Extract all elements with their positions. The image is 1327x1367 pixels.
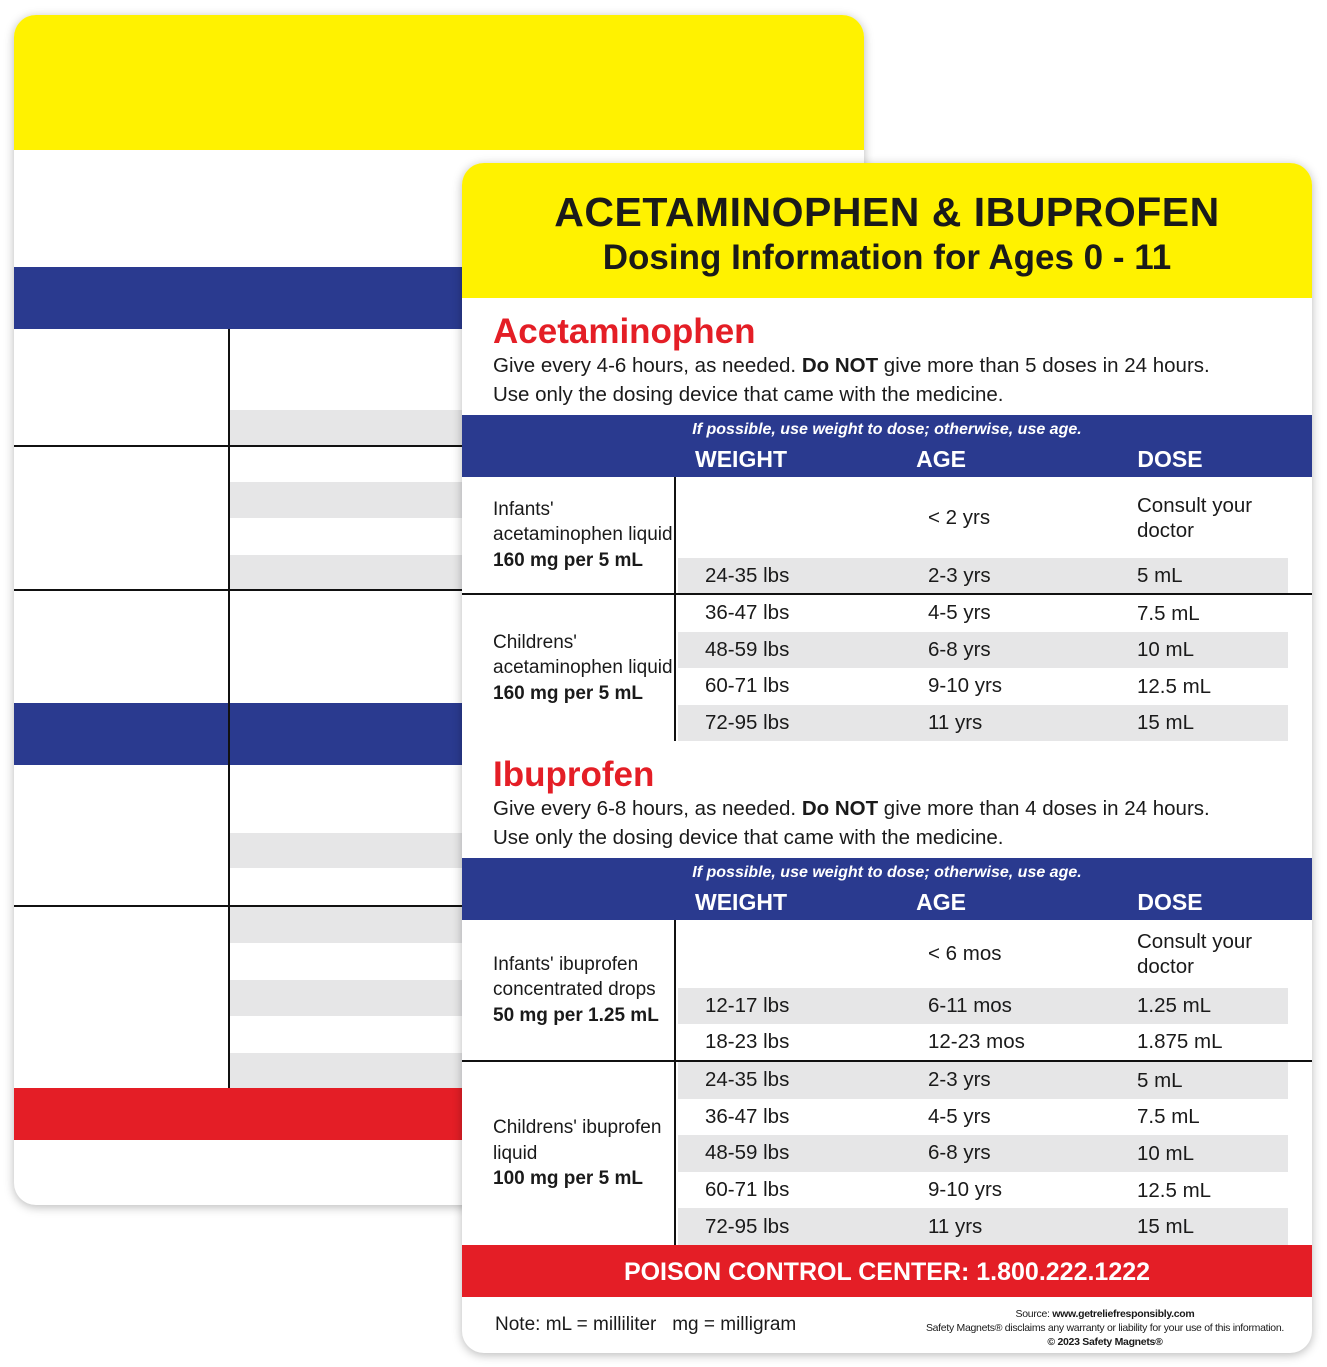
source-block <box>926 1307 1284 1349</box>
dosing-table <box>462 920 1312 1245</box>
dosing-frequency <box>493 352 1312 381</box>
frequency-text: Give every 4-6 hours, as needed. <box>493 354 802 377</box>
section-title: Ibuprofen <box>493 755 655 794</box>
dose-cell: 5 mL <box>1137 1068 1183 1092</box>
warning-bold: Do NOT <box>801 797 879 820</box>
dose-cell: Consult your doctor <box>1137 930 1253 978</box>
card-footer <box>462 1297 1312 1353</box>
weight-cell: 60-71 lbs <box>705 1178 790 1202</box>
card-title: ACETAMINOPHEN & IBUPROFEN <box>554 189 1220 235</box>
table-header <box>462 858 1312 920</box>
table-row <box>678 1208 1288 1245</box>
weight-cell: 48-59 lbs <box>705 637 790 661</box>
age-cell: 6-8 yrs <box>928 637 991 661</box>
source-url: www.getreliefresponsibly.com <box>1052 1307 1195 1320</box>
back-card-header-band <box>14 15 864 150</box>
weight-cell: 18-23 lbs <box>705 1029 790 1053</box>
back-card-column-divider <box>228 329 230 1088</box>
age-cell: 12-23 mos <box>928 1029 1025 1053</box>
product-strength: 160 mg per 5 mL <box>493 549 643 571</box>
product-strength: 160 mg per 5 mL <box>493 682 643 704</box>
section-intro-ibuprofen <box>462 741 1312 858</box>
column-dose: DOSE <box>1137 446 1203 472</box>
max-doses-text: give more than 5 doses in 24 hours. <box>878 354 1210 377</box>
dose-cell: 12.5 mL <box>1137 674 1212 698</box>
product-strength: 100 mg per 5 mL <box>493 1168 643 1190</box>
weight-cell: 24-35 lbs <box>705 563 790 587</box>
dose-cell: 10 mL <box>1137 638 1194 662</box>
product-name: Childrens' acetaminophen liquid <box>493 631 673 679</box>
table-row <box>678 1099 1288 1136</box>
age-cell: 6-8 yrs <box>928 1141 991 1165</box>
table-note: If possible, use weight to dose; otherwise, use age. <box>692 421 1082 438</box>
age-cell: 4-5 yrs <box>928 601 991 625</box>
poison-control-banner: POISON CONTROL CENTER: 1.800.222.1222 <box>462 1245 1312 1297</box>
product-label <box>462 477 676 593</box>
product-name: Childrens' ibuprofen liquid <box>493 1117 662 1164</box>
table-row <box>678 1172 1288 1209</box>
table-row <box>678 1135 1288 1172</box>
column-weight: WEIGHT <box>695 889 787 915</box>
age-cell: 11 yrs <box>928 710 983 734</box>
weight-cell: 72-95 lbs <box>705 1214 790 1238</box>
product-label <box>462 1062 676 1245</box>
dosing-frequency <box>493 795 1312 824</box>
dose-cell: 5 mL <box>1137 564 1183 587</box>
weight-cell: 12-17 lbs <box>705 993 790 1017</box>
product-group <box>462 920 1312 1062</box>
product-group <box>462 595 1312 741</box>
age-cell: 9-10 yrs <box>928 1178 1003 1202</box>
source-label: Source: <box>1015 1307 1053 1320</box>
units-note: Note: mL = milliliter mg = milligram <box>495 1313 797 1335</box>
product-group <box>462 477 1312 595</box>
weight-cell: 72-95 lbs <box>705 710 790 734</box>
age-cell: 2-3 yrs <box>928 1068 991 1092</box>
weight-cell: 48-59 lbs <box>705 1141 790 1165</box>
age-cell: < 2 yrs <box>928 505 991 529</box>
dose-cell: 1.25 mL <box>1137 994 1212 1018</box>
copyright: © 2023 Safety Magnets® <box>1047 1335 1163 1348</box>
frequency-text: Give every 6-8 hours, as needed. <box>493 797 802 820</box>
table-row <box>678 668 1288 705</box>
device-instruction: Use only the dosing device that came with the medicine. <box>493 382 1004 406</box>
dose-cell: 15 mL <box>1137 711 1194 735</box>
age-cell: 2-3 yrs <box>928 563 991 587</box>
dose-cell: Consult your doctor <box>1137 493 1253 542</box>
table-row <box>678 477 1288 558</box>
age-cell: 9-10 yrs <box>928 674 1003 698</box>
table-note: If possible, use weight to dose; otherwise, use age. <box>692 864 1082 881</box>
table-row <box>678 1062 1288 1099</box>
weight-cell: 36-47 lbs <box>705 1104 790 1128</box>
disclaimer: Safety Magnets® disclaims any warranty or liability for your use of this information. <box>925 1321 1284 1334</box>
dose-cell: 10 mL <box>1137 1141 1194 1165</box>
table-row <box>678 988 1288 1024</box>
weight-cell: 36-47 lbs <box>705 601 790 625</box>
product-strength: 50 mg per 1.25 mL <box>493 1004 659 1026</box>
weight-cell: 24-35 lbs <box>705 1068 790 1092</box>
dose-cell: 15 mL <box>1137 1215 1194 1239</box>
dose-cell: 1.875 mL <box>1137 1030 1223 1054</box>
product-name: Infants' ibuprofen concentrated drops <box>493 953 656 1001</box>
card-header <box>462 163 1312 298</box>
section-title: Acetaminophen <box>493 312 756 351</box>
age-cell: 11 yrs <box>928 1214 983 1238</box>
age-cell: < 6 mos <box>928 942 1002 965</box>
table-row <box>678 558 1288 593</box>
magnet-card-front <box>462 163 1312 1353</box>
product-label <box>462 595 676 741</box>
table-header <box>462 415 1312 477</box>
device-instruction: Use only the dosing device that came with the medicine. <box>493 825 1004 849</box>
age-cell: 4-5 yrs <box>928 1104 991 1128</box>
column-weight: WEIGHT <box>695 446 787 472</box>
warning-bold: Do NOT <box>801 354 879 377</box>
dosing-table <box>462 477 1312 741</box>
dose-cell: 7.5 mL <box>1137 1105 1200 1129</box>
max-doses-text: give more than 4 doses in 24 hours. <box>878 797 1210 820</box>
column-age: AGE <box>916 889 966 915</box>
card-subtitle: Dosing Information for Ages 0 - 11 <box>602 238 1172 277</box>
column-dose: DOSE <box>1137 889 1203 915</box>
table-row <box>678 595 1288 632</box>
section-intro-acetaminophen <box>462 298 1312 415</box>
table-row <box>678 705 1288 742</box>
table-row <box>678 920 1288 988</box>
column-age: AGE <box>916 446 966 472</box>
product-label <box>462 920 676 1060</box>
table-row <box>678 632 1288 669</box>
weight-cell: 60-71 lbs <box>705 674 790 698</box>
dose-cell: 7.5 mL <box>1137 601 1200 625</box>
dose-cell: 12.5 mL <box>1137 1178 1212 1202</box>
product-name: Infants' acetaminophen liquid <box>493 498 673 546</box>
table-row <box>678 1024 1288 1061</box>
product-group <box>462 1062 1312 1245</box>
age-cell: 6-11 mos <box>928 993 1012 1017</box>
